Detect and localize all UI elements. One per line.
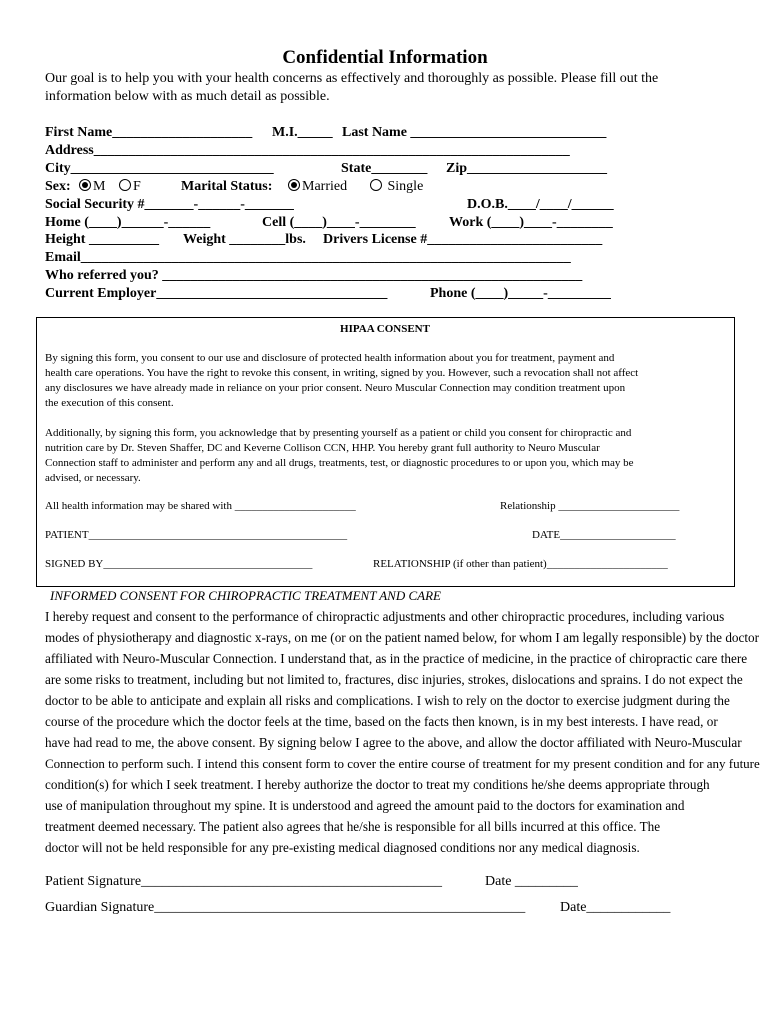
employer-field[interactable]: Current Employer_________________________________ (45, 286, 388, 301)
hipaa-title: HIPAA CONSENT (340, 323, 430, 335)
single-label: Single (387, 179, 424, 194)
intro-text (45, 70, 735, 106)
guardian-date-field[interactable]: Date____________ (560, 900, 671, 915)
hipaa-line: advised, or necessary. (45, 472, 141, 484)
patient-signature-field[interactable]: Patient Signature___________________________________________ (45, 874, 443, 889)
shared-with-field[interactable]: All health information may be shared with ______________________ (45, 500, 356, 512)
consent-line: course of the procedure which the doctor feels at the time, based on the facts then known, is in my best interests. I have read, or (45, 714, 718, 729)
referred-by-field[interactable]: Who referred you? ____________________________________________________________ (45, 268, 583, 283)
married-label: Married (302, 179, 348, 194)
cell-phone-field[interactable]: Cell (____)____-________ (262, 215, 416, 230)
hipaa-date-field[interactable]: DATE_____________________ (532, 529, 676, 541)
home-phone-field[interactable]: Home (____)______-______ (45, 215, 211, 230)
consent-line: I hereby request and consent to the performance of chiropractic adjustments and other chiropractic procedures, including various (45, 609, 725, 624)
consent-line: affiliated with Neuro-Muscular Connection. I understand that, as in the practice of medicine, in the practice of chiropractic care there (45, 651, 748, 666)
consent-line: have had read to me, the above consent. By signing below I agree to the above, and allow the doctor affiliated with Neuro-Muscular (45, 735, 742, 750)
sex-f-label: F (133, 179, 141, 194)
consent-line: Connection to perform such. I intend this consent form to cover the entire course of treatment for my present condition and for any future (45, 756, 760, 771)
consent-line: condition(s) for which I seek treatment. I hereby authorize the doctor to treat my conditions he/she deems appropriate through (45, 777, 710, 792)
email-field[interactable]: Email______________________________________________________________________ (45, 250, 571, 265)
radio-empty-icon[interactable] (119, 179, 131, 191)
marital-option-single[interactable] (370, 179, 423, 195)
hipaa-line: the execution of this consent. (45, 397, 174, 409)
dob-field[interactable]: D.O.B.____/____/______ (467, 197, 614, 212)
drivers-license-field[interactable]: Drivers License #_________________________ (323, 232, 603, 247)
ssn-field[interactable]: Social Security #_______-______-_______ (45, 197, 294, 212)
last-name-field[interactable]: Last Name ____________________________ (342, 125, 607, 140)
hipaa-paragraph-1 (45, 351, 730, 411)
informed-consent-body (45, 606, 765, 858)
middle-initial-field[interactable]: M.I._____ (272, 125, 333, 140)
employer-phone-field[interactable]: Phone (____)_____-_________ (430, 286, 611, 301)
consent-line: are some risks to treatment, including but not limited to, fractures, disc injuries, strokes, dislocations and sprains. I do not expect the (45, 672, 743, 687)
consent-line: doctor will not be held responsible for any pre-existing medical diagnosed conditions nor any medical diagnosis. (45, 840, 640, 855)
address-field[interactable]: Address____________________________________________________________________ (45, 143, 570, 158)
hipaa-line: any disclosures we have already made in reliance on your prior consent. Neuro Muscular Connection may condition treatment upon (45, 382, 626, 394)
hipaa-line: Connection staff to administer and perform any and all drugs, treatments, test, or diagnostic procedures to or upon you, which may be (45, 457, 634, 469)
page-title: Confidential Information (282, 47, 488, 68)
patient-date-field[interactable]: Date _________ (485, 874, 578, 889)
city-field[interactable]: City_____________________________ (45, 161, 274, 176)
intro-line: information below with as much detail as possible. (45, 89, 330, 104)
sex-m-label: M (93, 179, 106, 194)
sex-label: Sex: (45, 179, 71, 194)
relationship-field[interactable]: Relationship ______________________ (500, 500, 680, 512)
consent-line: treatment deemed necessary. The patient also agrees that he/she is responsible for all bills incurred at this office. The (45, 819, 661, 834)
marital-status-label: Marital Status: (181, 179, 273, 194)
patient-field[interactable]: PATIENT_______________________________________________ (45, 529, 348, 541)
sex-option-m[interactable] (79, 179, 105, 195)
hipaa-line: Additionally, by signing this form, you acknowledge that by presenting yourself as a patient or child you consent for chiropractic and (45, 427, 632, 439)
consent-line: doctor to be able to anticipate and explain all risks and complications. I wish to rely on the doctor to exercise judgment during the (45, 693, 730, 708)
hipaa-paragraph-2 (45, 426, 730, 486)
consent-line: modes of physiotherapy and diagnostic x-rays, on me (or on the patient named below, for whom I am legally responsible) by the doctor (45, 630, 760, 645)
relationship-other-field[interactable]: RELATIONSHIP (if other than patient)______________________ (373, 558, 668, 570)
marital-option-married[interactable] (288, 179, 347, 195)
work-phone-field[interactable]: Work (____)____-________ (449, 215, 613, 230)
radio-selected-icon[interactable] (79, 179, 91, 191)
signed-by-field[interactable]: SIGNED BY______________________________________ (45, 558, 313, 570)
zip-field[interactable]: Zip____________________ (446, 161, 608, 176)
radio-empty-icon[interactable] (370, 179, 382, 191)
consent-line: use of manipulation throughout my spine. It is understood and agreed the amount paid to the doctors for examination and (45, 798, 685, 813)
state-field[interactable]: State________ (341, 161, 428, 176)
intro-line: Our goal is to help you with your health concerns as effectively and thoroughly as possible. Please fill out the (45, 71, 659, 86)
weight-field[interactable]: Weight ________lbs. (183, 232, 306, 247)
informed-consent-title: INFORMED CONSENT FOR CHIROPRACTIC TREATMENT AND CARE (50, 588, 441, 603)
hipaa-line: health care operations. You have the right to revoke this consent, in writing, signed by you. However, such a revocation shall not affect (45, 367, 639, 379)
hipaa-line: By signing this form, you consent to our use and disclosure of protected health information about you for treatment, payment and (45, 352, 615, 364)
radio-selected-icon[interactable] (288, 179, 300, 191)
guardian-signature-field[interactable]: Guardian Signature_____________________________________________________ (45, 900, 526, 915)
hipaa-line: nutrition care by Dr. Steven Shaffer, DC and Keverne Collison CCN, HHP. You hereby grant full authority to Neuro Muscular (45, 442, 600, 454)
height-field[interactable]: Height __________ (45, 232, 159, 247)
sex-option-f[interactable] (119, 179, 141, 195)
first-name-field[interactable]: First Name____________________ (45, 125, 253, 140)
